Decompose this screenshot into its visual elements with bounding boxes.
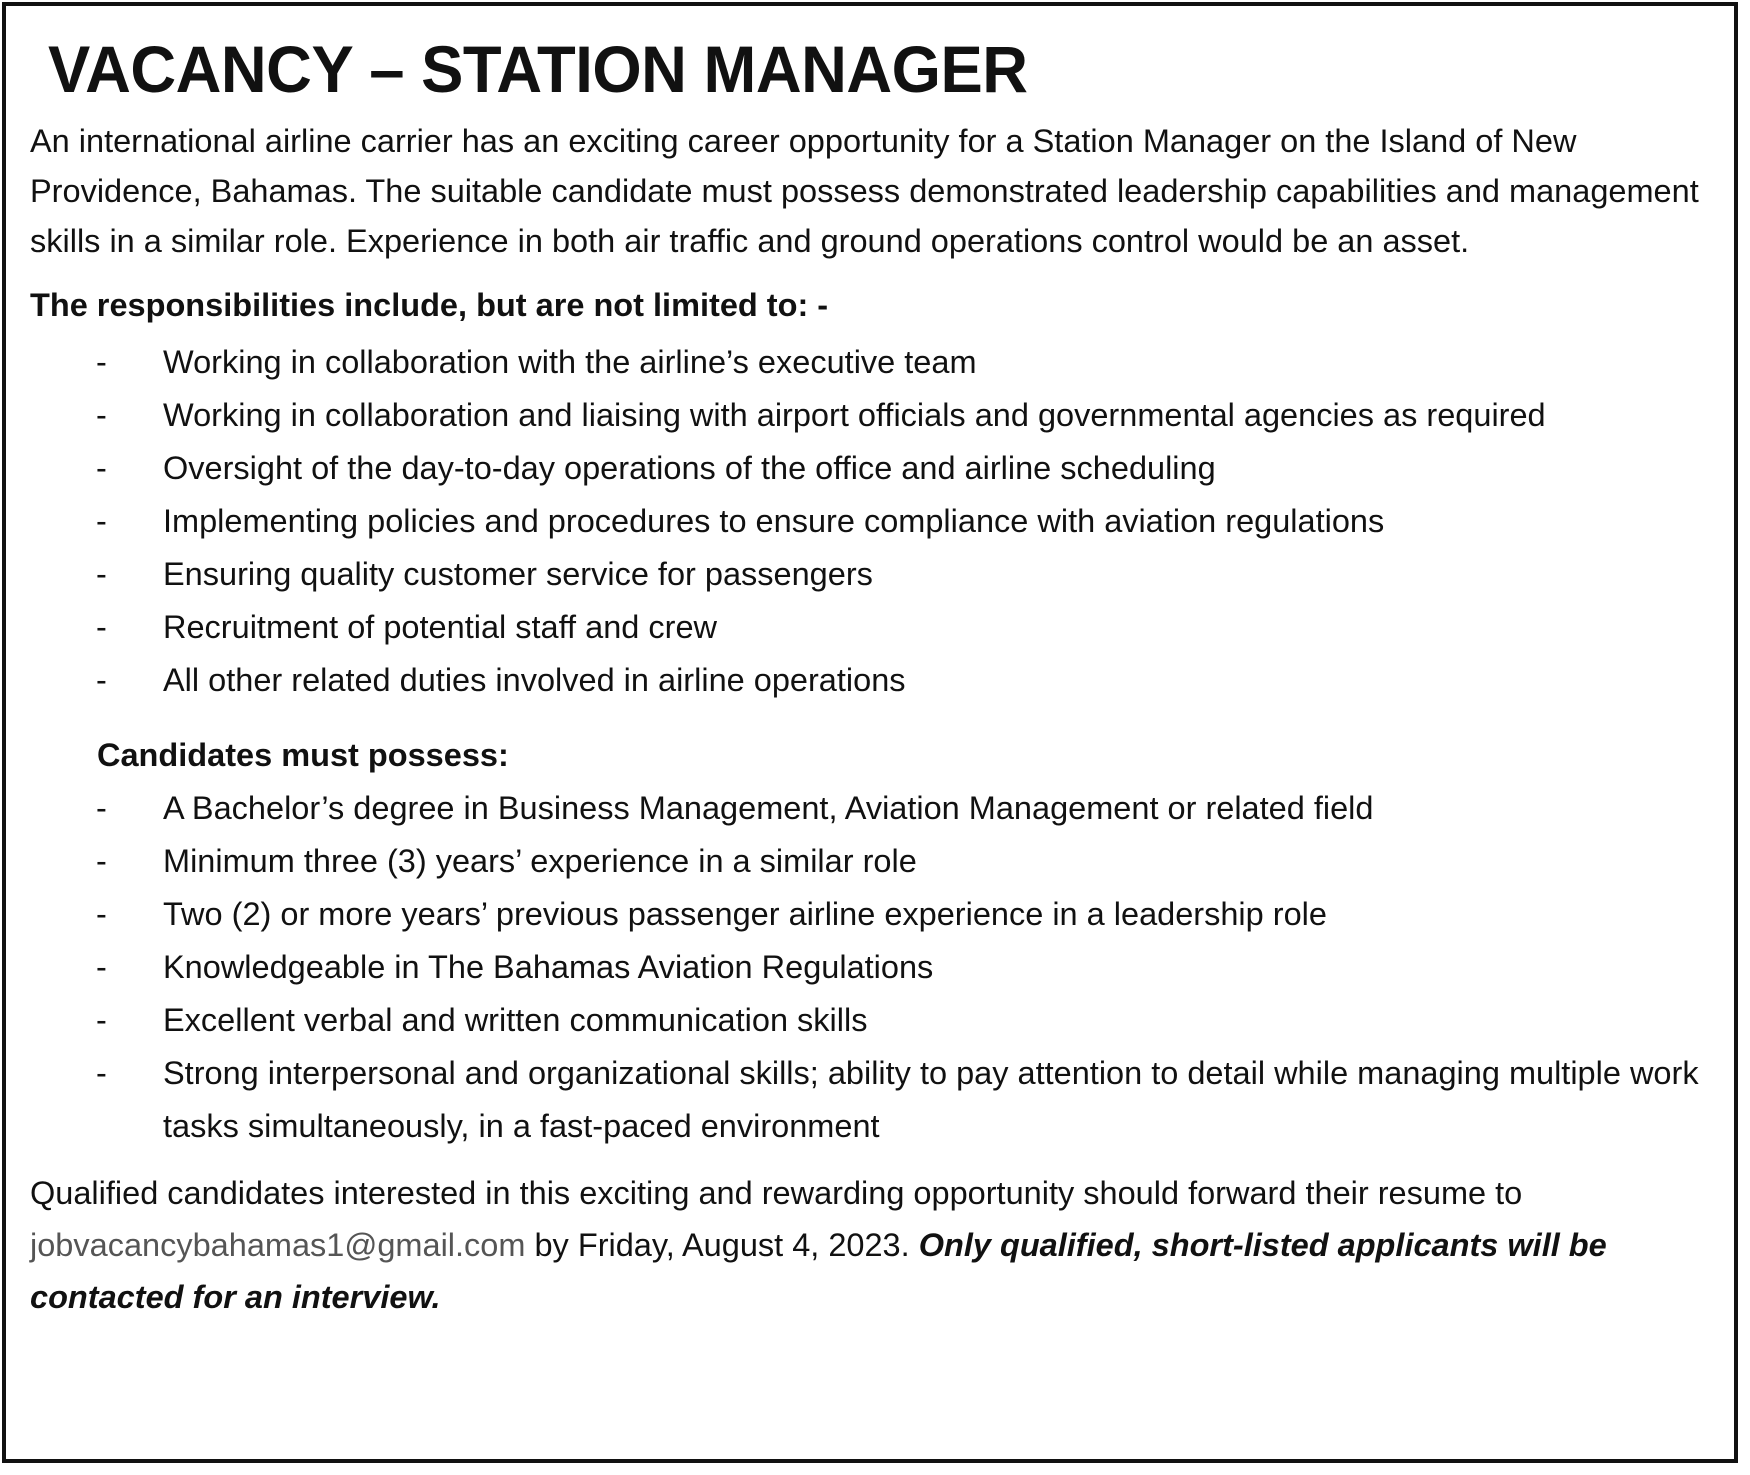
contact-email: jobvacancybahamas1@gmail.com <box>30 1227 526 1263</box>
list-item-text: Implementing policies and procedures to ensure compliance with aviation regulations <box>163 503 1385 539</box>
bullet-dash: - <box>96 344 107 380</box>
list-item-text: Minimum three (3) years’ experience in a similar role <box>163 843 917 879</box>
bullet-dash: - <box>96 1055 107 1091</box>
bullet-dash: - <box>96 1002 107 1038</box>
list-item <box>30 888 1712 941</box>
list-item <box>30 654 1712 707</box>
list-item <box>30 389 1712 442</box>
intro-paragraph: An international airline carrier has an exciting career opportunity for a Station Manager on the Island of New Providence, Bahamas. The suitable candidate must possess demonstrated leadership capabilities and management skills in a similar role. Experience in both air traffic and ground operations control would be an asset. <box>30 123 1699 259</box>
bullet-dash: - <box>96 397 107 433</box>
bullet-dash: - <box>96 896 107 932</box>
list-item-text: All other related duties involved in airline operations <box>163 662 906 698</box>
bullet-dash: - <box>96 609 107 645</box>
list-item-text: Working in collaboration with the airline’s executive team <box>163 344 977 380</box>
list-item-text: Ensuring quality customer service for passengers <box>163 556 873 592</box>
list-item-text: Excellent verbal and written communication skills <box>163 1002 868 1038</box>
list-item <box>30 601 1712 654</box>
list-item <box>30 835 1712 888</box>
bullet-dash: - <box>96 949 107 985</box>
requirements-list <box>30 782 1712 1153</box>
bullet-dash: - <box>96 790 107 826</box>
vacancy-notice <box>2 2 1738 1463</box>
list-item <box>30 495 1712 548</box>
list-item-text: Two (2) or more years’ previous passenger airline experience in a leadership role <box>163 896 1327 932</box>
list-item <box>30 1047 1712 1153</box>
list-item <box>30 442 1712 495</box>
bullet-dash: - <box>96 450 107 486</box>
list-item <box>30 941 1712 994</box>
list-item-text: Knowledgeable in The Bahamas Aviation Regulations <box>163 949 934 985</box>
list-item <box>30 548 1712 601</box>
closing-text: Qualified candidates interested in this exciting and rewarding opportunity should forward their resume to <box>30 1175 1523 1211</box>
page-title: VACANCY – STATION MANAGER <box>48 32 1028 106</box>
notice-content <box>6 6 1734 1459</box>
responsibilities-heading: The responsibilities include, but are not limited to: - <box>30 287 829 323</box>
list-item <box>30 336 1712 389</box>
bullet-dash: - <box>96 556 107 592</box>
responsibilities-list <box>30 336 1712 707</box>
bullet-dash: - <box>96 503 107 539</box>
closing-emphasis: Only qualified, short-listed applicants will be contacted for an interview. <box>30 1227 1607 1315</box>
list-item <box>30 994 1712 1047</box>
list-item-text: Working in collaboration and liaising with airport officials and governmental agencies as required <box>163 397 1546 433</box>
bullet-dash: - <box>96 662 107 698</box>
list-item-text: Recruitment of potential staff and crew <box>163 609 717 645</box>
list-item <box>30 782 1712 835</box>
list-item-text: Oversight of the day-to-day operations of the office and airline scheduling <box>163 450 1216 486</box>
bullet-dash: - <box>96 843 107 879</box>
requirements-heading: Candidates must possess: <box>97 737 509 773</box>
deadline-text: by Friday, August 4, 2023. <box>525 1227 919 1263</box>
list-item-text: Strong interpersonal and organizational skills; ability to pay attention to detail while managing multiple work tasks simultaneously, in a fast-paced environment <box>163 1055 1699 1144</box>
closing-paragraph <box>30 1167 1712 1323</box>
list-item-text: A Bachelor’s degree in Business Management, Aviation Management or related field <box>163 790 1374 826</box>
